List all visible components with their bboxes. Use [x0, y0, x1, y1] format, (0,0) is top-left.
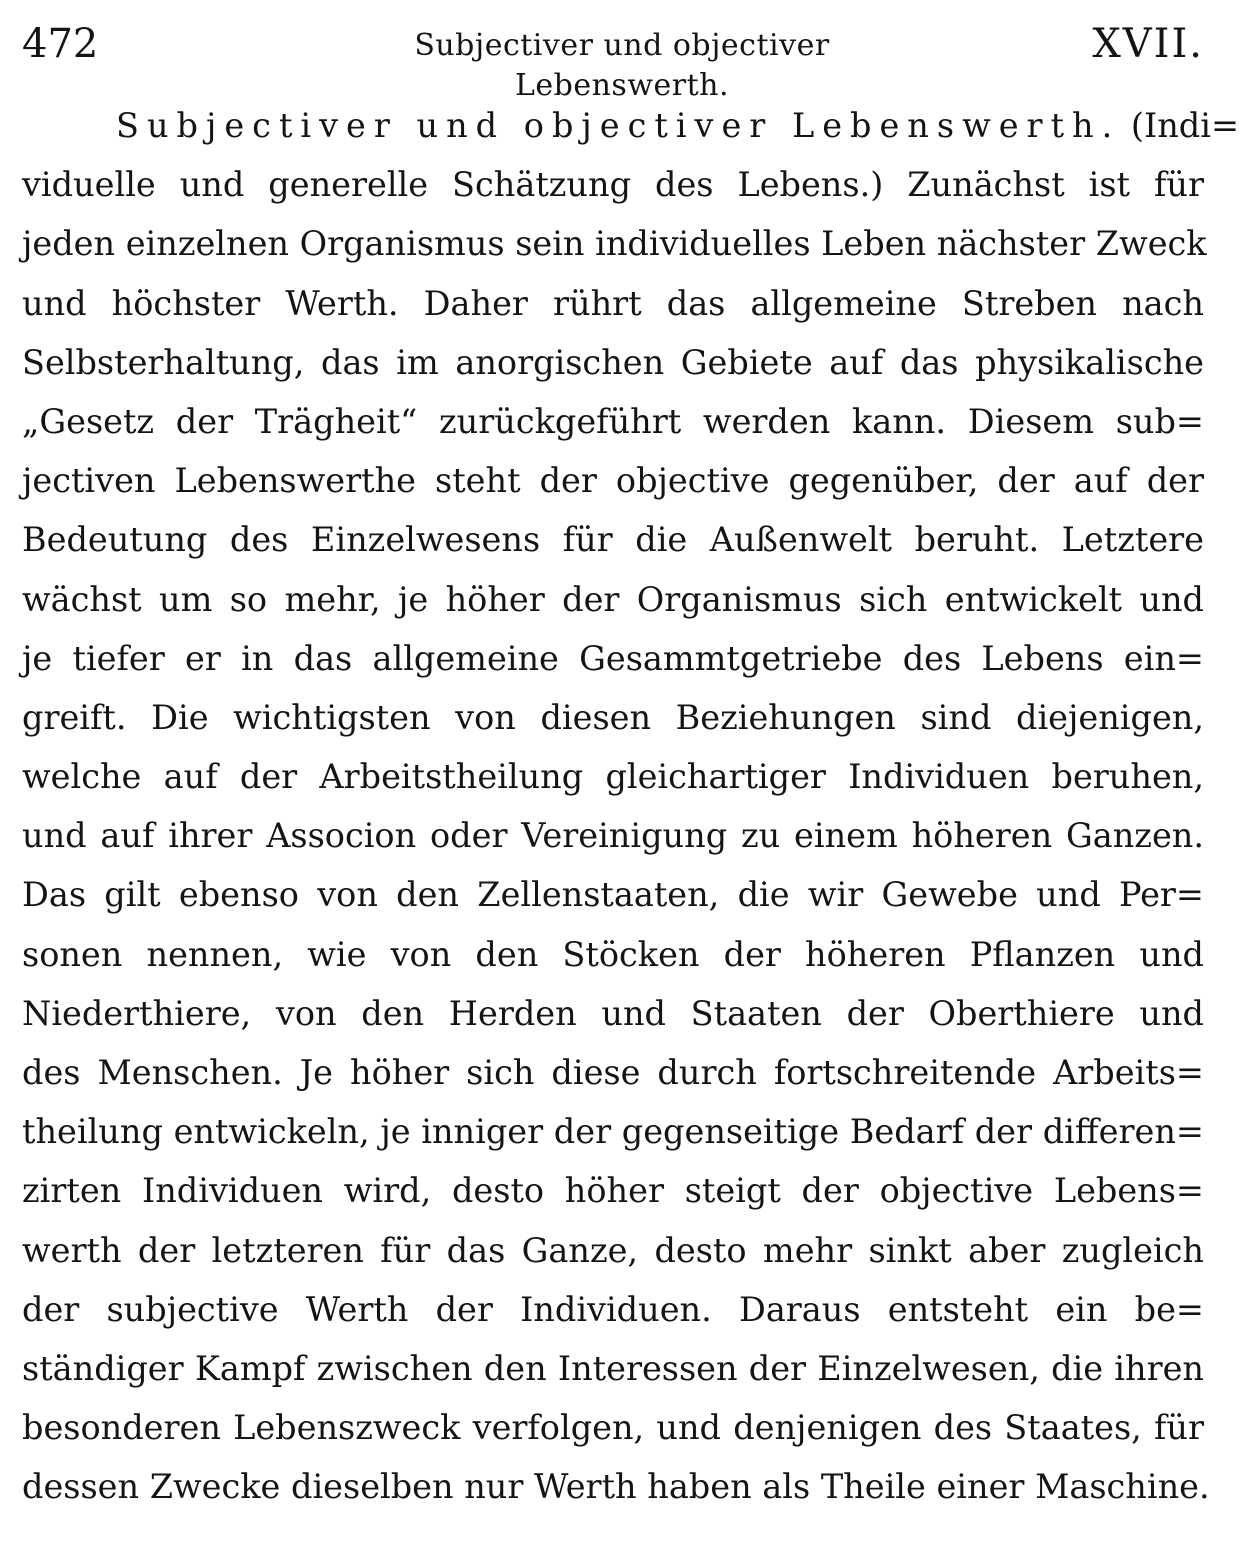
text-line: wächst um so mehr, je höher der Organismus sich entwickelt und [22, 579, 1204, 619]
text-line: Das gilt ebenso von den Zellenstaaten, die wir Gewebe und Per= [22, 875, 1204, 915]
text-line: Selbsterhaltung, das im anorgischen Gebiete auf das physikalische [22, 342, 1204, 382]
text-line: jeden einzelnen Organismus sein individuelles Leben nächster Zweck [22, 224, 1207, 264]
text-line: theilung entwickeln, je inniger der gegenseitige Bedarf der differen= [22, 1112, 1204, 1152]
text-line: viduelle und generelle Schätzung des Lebens.) Zunächst ist für [22, 165, 1204, 205]
paragraph [22, 96, 1239, 1517]
text-line: besonderen Lebenszweck verfolgen, und denjenigen des Staates, für [22, 1408, 1204, 1448]
text-line: und höchster Werth. Daher rührt das allgemeine Streben nach [22, 283, 1204, 323]
text-line: des Menschen. Je höher sich diese durch fortschreitende Arbeits= [22, 1053, 1204, 1092]
section-heading: Subjectiver und objectiver Lebenswerth. [116, 106, 1121, 145]
text-line: welche auf der Arbeitstheilung gleichartiger Individuen beruhen, [22, 757, 1204, 797]
text-line: je tiefer er in das allgemeine Gesammtgetriebe des Lebens ein= [22, 638, 1204, 678]
text-line: greift. Die wichtigsten von diesen Beziehungen sind diejenigen, [22, 697, 1204, 737]
page-number: 472 [22, 21, 99, 67]
text-line: Bedeutung des Einzelwesens für die Außenwelt beruht. Letztere [22, 520, 1204, 560]
text-line [22, 96, 1239, 155]
text-line: und auf ihrer Associon oder Vereinigung zu einem höheren Ganzen. [22, 816, 1204, 856]
text-line: dessen Zwecke dieselben nur Werth haben als Theile einer Maschine. [22, 1467, 1210, 1507]
text-line: Niederthiere, von den Herden und Staaten der Oberthiere und [22, 993, 1204, 1033]
running-title: Subjectiver und objectiver Lebenswerth. [414, 28, 830, 103]
text-line: zirten Individuen wird, desto höher steigt der objective Lebens= [22, 1171, 1204, 1211]
text-line: werth der letzteren für das Ganze, desto mehr sinkt aber zugleich [22, 1230, 1204, 1270]
running-head [22, 14, 1204, 103]
text-line: der subjective Werth der Individuen. Daraus entsteht ein be= [22, 1289, 1204, 1329]
text-line: sonen nennen, wie von den Stöcken der höheren Pflanzen und [22, 934, 1204, 974]
text-line-rest: (Indi= [1120, 106, 1239, 145]
chapter-number: XVII. [1092, 21, 1204, 67]
text-line: jectiven Lebenswerthe steht der objective gegenüber, der auf der [22, 461, 1204, 501]
text-line: ständiger Kampf zwischen den Interessen der Einzelwesen, die ihren [22, 1348, 1204, 1388]
text-line: „Gesetz der Trägheit“ zurückgeführt werden kann. Diesem sub= [22, 401, 1204, 441]
